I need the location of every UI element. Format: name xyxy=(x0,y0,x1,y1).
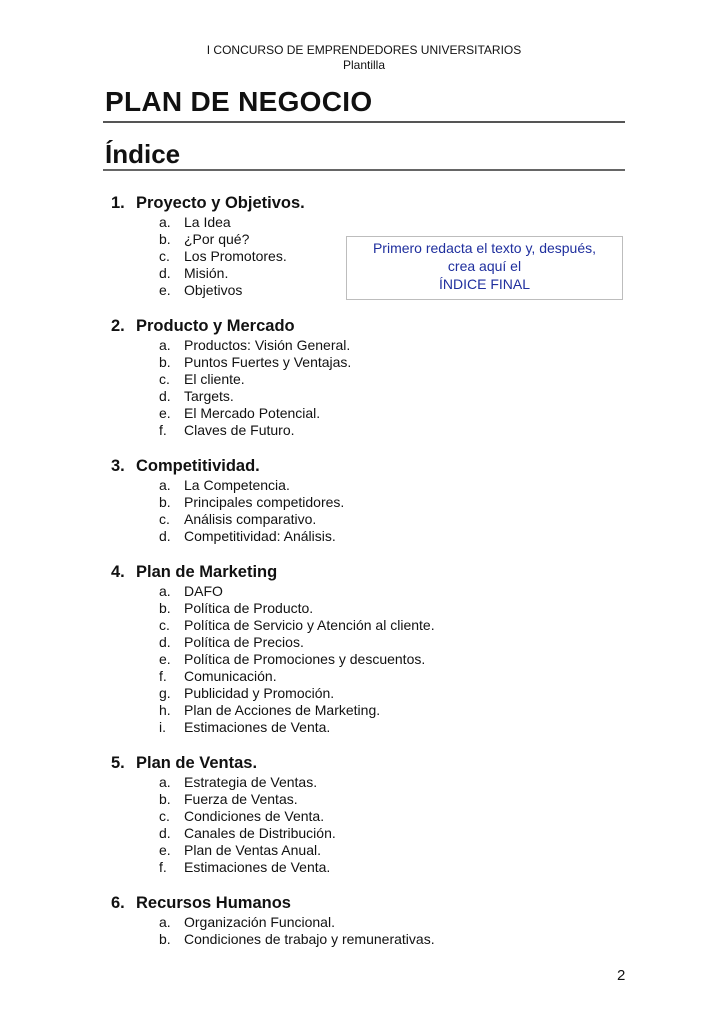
list-item xyxy=(159,583,631,600)
item-letter: c. xyxy=(159,371,170,387)
item-text: Plan de Acciones de Marketing. xyxy=(184,702,381,718)
item-text: Comunicación. xyxy=(184,668,277,684)
item-letter: d. xyxy=(159,388,171,404)
item-text: Política de Promociones y descuentos. xyxy=(184,651,426,667)
item-text: Condiciones de Venta. xyxy=(184,808,325,824)
note-line-3: ÍNDICE FINAL xyxy=(438,276,530,292)
item-letter: a. xyxy=(159,914,171,930)
section-title: Plan de Marketing xyxy=(136,563,278,581)
item-letter: d. xyxy=(159,634,171,650)
item-text: Estimaciones de Venta. xyxy=(184,859,331,875)
instruction-note-box xyxy=(346,236,623,300)
item-text: DAFO xyxy=(184,583,223,599)
toc-section xyxy=(111,561,631,736)
item-text: Estimaciones de Venta. xyxy=(184,719,331,735)
item-letter: h. xyxy=(159,702,171,718)
toc-section xyxy=(111,455,631,545)
toc-section xyxy=(111,315,631,439)
index-rule xyxy=(103,169,625,171)
item-letter: e. xyxy=(159,282,171,298)
item-letter: a. xyxy=(159,337,171,353)
item-text: Plan de Ventas Anual. xyxy=(184,842,321,858)
item-text: El cliente. xyxy=(184,371,245,387)
item-letter: e. xyxy=(159,651,171,667)
section-number: 3. xyxy=(111,457,125,475)
section-number: 2. xyxy=(111,317,125,335)
list-item xyxy=(159,337,631,354)
list-item xyxy=(159,825,631,842)
document-title: PLAN DE NEGOCIO xyxy=(105,86,373,117)
section-item-list xyxy=(111,337,631,439)
list-item xyxy=(159,931,631,948)
item-text: Misión. xyxy=(184,265,229,281)
list-item xyxy=(159,617,631,634)
list-item xyxy=(159,791,631,808)
item-letter: b. xyxy=(159,931,171,947)
item-text: Publicidad y Promoción. xyxy=(184,685,335,701)
note-line-2: crea aquí el xyxy=(447,258,522,274)
toc-section xyxy=(111,892,631,948)
item-letter: f. xyxy=(159,668,167,684)
list-item xyxy=(159,371,631,388)
list-item xyxy=(159,511,631,528)
item-text: Los Promotores. xyxy=(184,248,287,264)
item-letter: c. xyxy=(159,617,170,633)
item-letter: a. xyxy=(159,477,171,493)
item-text: Canales de Distribución. xyxy=(184,825,336,841)
item-letter: a. xyxy=(159,214,171,230)
item-letter: e. xyxy=(159,842,171,858)
section-heading xyxy=(111,315,631,337)
header-line-2: Plantilla xyxy=(342,58,386,72)
list-item xyxy=(159,494,631,511)
section-heading xyxy=(111,455,631,477)
list-item xyxy=(159,634,631,651)
list-item xyxy=(159,354,631,371)
list-item xyxy=(159,842,631,859)
section-item-list xyxy=(111,914,631,948)
item-text: La Idea xyxy=(184,214,231,230)
item-letter: g. xyxy=(159,685,171,701)
toc-section xyxy=(111,752,631,876)
list-item xyxy=(159,668,631,685)
item-text: Política de Producto. xyxy=(184,600,314,616)
item-text: Organización Funcional. xyxy=(184,914,335,930)
section-number: 4. xyxy=(111,563,125,581)
list-item xyxy=(159,914,631,931)
list-item xyxy=(159,651,631,668)
section-title: Producto y Mercado xyxy=(136,317,295,335)
item-text: Targets. xyxy=(184,388,234,404)
item-text: El Mercado Potencial. xyxy=(184,405,321,421)
table-of-contents xyxy=(111,192,631,948)
section-number: 1. xyxy=(111,194,125,212)
item-text: Análisis comparativo. xyxy=(184,511,317,527)
item-text: Principales competidores. xyxy=(184,494,345,510)
item-text: Fuerza de Ventas. xyxy=(184,791,298,807)
item-text: Condiciones de trabajo y remunerativas. xyxy=(184,931,435,947)
header-line-1: I CONCURSO DE EMPRENDEDORES UNIVERSITARIOS xyxy=(206,43,522,57)
item-text: Objetivos xyxy=(184,282,243,298)
page-number: 2 xyxy=(617,967,626,984)
item-letter: b. xyxy=(159,494,171,510)
item-letter: c. xyxy=(159,511,170,527)
item-letter: i. xyxy=(159,719,166,735)
section-heading xyxy=(111,561,631,583)
list-item xyxy=(159,702,631,719)
item-letter: d. xyxy=(159,528,171,544)
note-line-1: Primero redacta el texto y, después, xyxy=(372,240,597,256)
item-letter: c. xyxy=(159,248,170,264)
section-heading xyxy=(111,892,631,914)
list-item xyxy=(159,600,631,617)
list-item xyxy=(159,477,631,494)
section-title: Proyecto y Objetivos. xyxy=(136,194,305,212)
item-letter: a. xyxy=(159,774,171,790)
section-title: Competitividad. xyxy=(136,457,260,475)
list-item xyxy=(159,719,631,736)
item-text: Productos: Visión General. xyxy=(184,337,351,353)
item-letter: b. xyxy=(159,231,171,247)
section-heading xyxy=(111,752,631,774)
list-item xyxy=(159,422,631,439)
item-text: La Competencia. xyxy=(184,477,290,493)
item-text: ¿Por qué? xyxy=(184,231,250,247)
section-item-list xyxy=(111,774,631,876)
item-letter: f. xyxy=(159,422,167,438)
list-item xyxy=(159,859,631,876)
item-letter: a. xyxy=(159,583,171,599)
item-letter: d. xyxy=(159,825,171,841)
list-item xyxy=(159,214,631,231)
item-letter: c. xyxy=(159,808,170,824)
item-letter: b. xyxy=(159,791,171,807)
item-letter: b. xyxy=(159,600,171,616)
section-heading xyxy=(111,192,631,214)
list-item xyxy=(159,528,631,545)
item-letter: b. xyxy=(159,354,171,370)
item-text: Política de Precios. xyxy=(184,634,304,650)
section-number: 6. xyxy=(111,894,125,912)
list-item xyxy=(159,685,631,702)
section-number: 5. xyxy=(111,754,125,772)
list-item xyxy=(159,774,631,791)
section-item-list xyxy=(111,477,631,545)
list-item xyxy=(159,405,631,422)
item-text: Puntos Fuertes y Ventajas. xyxy=(184,354,352,370)
section-item-list xyxy=(111,583,631,736)
item-text: Estrategia de Ventas. xyxy=(184,774,318,790)
item-letter: f. xyxy=(159,859,167,875)
index-heading: Índice xyxy=(105,139,181,169)
title-rule xyxy=(103,121,625,123)
item-letter: d. xyxy=(159,265,171,281)
list-item xyxy=(159,388,631,405)
item-text: Política de Servicio y Atención al cliente. xyxy=(184,617,435,633)
item-letter: e. xyxy=(159,405,171,421)
section-title: Recursos Humanos xyxy=(136,894,291,912)
item-text: Competitividad: Análisis. xyxy=(184,528,336,544)
item-text: Claves de Futuro. xyxy=(184,422,295,438)
page-header xyxy=(0,43,728,73)
list-item xyxy=(159,808,631,825)
section-title: Plan de Ventas. xyxy=(136,754,258,772)
